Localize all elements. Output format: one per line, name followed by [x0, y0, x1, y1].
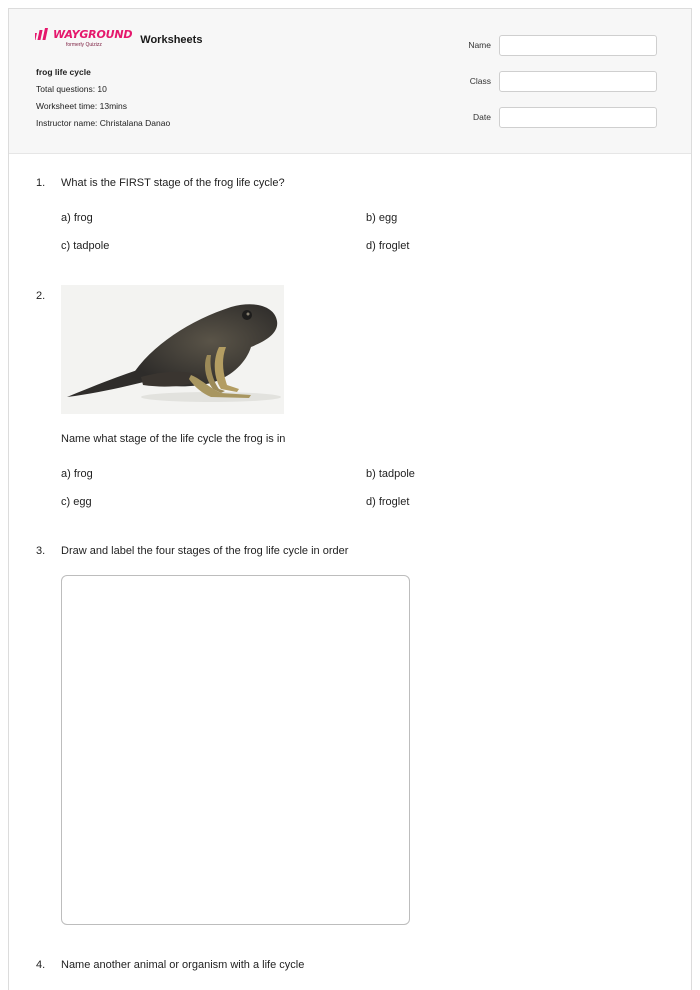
product-title: Worksheets	[140, 34, 203, 46]
question-3	[36, 545, 348, 557]
question-2-option-c[interactable]: c) egg	[61, 496, 92, 508]
drawing-answer-box[interactable]	[61, 575, 410, 925]
froglet-illustration	[61, 285, 284, 414]
question-2-option-b[interactable]: b) tadpole	[366, 468, 415, 480]
date-input[interactable]	[499, 107, 657, 128]
wayground-logo	[35, 27, 132, 48]
question-1-option-b[interactable]: b) egg	[366, 212, 398, 224]
worksheet-page	[8, 8, 692, 990]
class-input[interactable]	[499, 71, 657, 92]
question-1-option-c[interactable]: c) tadpole	[61, 240, 110, 252]
logo-wordmark: WAYGROUND	[53, 27, 133, 41]
worksheet-meta	[36, 67, 170, 135]
total-questions: Total questions: 10	[36, 84, 107, 94]
name-input[interactable]	[499, 35, 657, 56]
date-field	[459, 106, 665, 128]
question-2-number	[36, 290, 61, 302]
question-1-option-d[interactable]: d) froglet	[366, 240, 410, 252]
brand	[35, 27, 202, 48]
logo-subtitle: formerly Quizizz	[66, 42, 102, 48]
question-number: 3.	[36, 545, 46, 557]
name-field	[459, 34, 665, 56]
question-text: Name another animal or organism with a life cycle	[61, 959, 305, 971]
question-2-option-d[interactable]: d) froglet	[366, 496, 410, 508]
question-1-option-a[interactable]: a) frog	[61, 212, 93, 224]
date-label: Date	[473, 112, 491, 122]
froglet-image	[61, 285, 284, 414]
question-number: 4.	[36, 959, 46, 971]
question-1	[36, 177, 285, 189]
question-2-text: Name what stage of the life cycle the frog is in	[61, 433, 286, 445]
class-label: Class	[469, 76, 491, 86]
question-text: Draw and label the four stages of the frog life cycle in order	[61, 545, 349, 557]
logo-mark-icon	[35, 28, 51, 40]
class-field	[459, 70, 665, 92]
worksheet-time: Worksheet time: 13mins	[36, 101, 128, 111]
question-number: 2.	[36, 290, 46, 302]
worksheet-title: frog life cycle	[36, 67, 91, 77]
name-label: Name	[468, 40, 491, 50]
question-text: What is the FIRST stage of the frog life cycle?	[61, 177, 285, 189]
instructor-name: Instructor name: Christalana Danao	[36, 118, 171, 128]
question-2-option-a[interactable]: a) frog	[61, 468, 93, 480]
question-number: 1.	[36, 177, 46, 189]
question-4	[36, 959, 304, 971]
worksheet-header	[9, 9, 691, 154]
